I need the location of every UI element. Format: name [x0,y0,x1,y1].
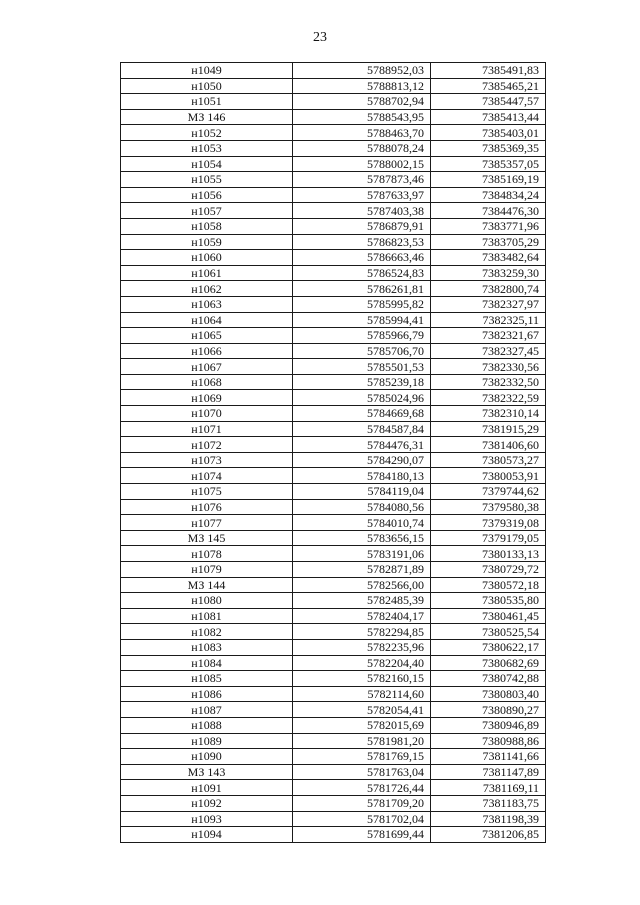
point-id-cell: н1051 [121,94,293,110]
point-id-cell: МЗ 145 [121,530,293,546]
table-row [121,530,546,546]
x-coordinate-cell: 5786261,81 [293,281,431,297]
y-coordinate-cell: 7380535,80 [431,593,546,609]
x-coordinate-cell: 5781709,20 [293,795,431,811]
point-id-cell: н1060 [121,250,293,266]
point-id-cell: н1062 [121,281,293,297]
x-coordinate-cell: 5784119,04 [293,484,431,500]
table-row [121,187,546,203]
x-coordinate-cell: 5785995,82 [293,296,431,312]
point-id-cell: н1092 [121,795,293,811]
point-id-cell: н1066 [121,343,293,359]
table-row [121,717,546,733]
table-row [121,63,546,79]
x-coordinate-cell: 5785501,53 [293,359,431,375]
y-coordinate-cell: 7381169,11 [431,780,546,796]
point-id-cell: н1090 [121,749,293,765]
table-row [121,702,546,718]
point-id-cell: н1080 [121,593,293,609]
x-coordinate-cell: 5788463,70 [293,125,431,141]
x-coordinate-cell: 5788002,15 [293,156,431,172]
table-row [121,624,546,640]
table-row [121,562,546,578]
point-id-cell: н1072 [121,437,293,453]
y-coordinate-cell: 7385413,44 [431,109,546,125]
y-coordinate-cell: 7385403,01 [431,125,546,141]
y-coordinate-cell: 7380133,13 [431,546,546,562]
point-id-cell: н1058 [121,218,293,234]
point-id-cell: н1063 [121,296,293,312]
x-coordinate-cell: 5782114,60 [293,686,431,702]
point-id-cell: н1070 [121,406,293,422]
x-coordinate-cell: 5786663,46 [293,250,431,266]
point-id-cell: н1054 [121,156,293,172]
table-row [121,593,546,609]
table-row [121,764,546,780]
point-id-cell: н1087 [121,702,293,718]
y-coordinate-cell: 7380729,72 [431,562,546,578]
table-row [121,78,546,94]
table-row [121,499,546,515]
x-coordinate-cell: 5782566,00 [293,577,431,593]
page-number: 23 [313,30,327,45]
table-row [121,109,546,125]
table-row [121,780,546,796]
table-row [121,265,546,281]
point-id-cell: н1078 [121,546,293,562]
point-id-cell: н1077 [121,515,293,531]
y-coordinate-cell: 7380946,89 [431,717,546,733]
y-coordinate-cell: 7380803,40 [431,686,546,702]
x-coordinate-cell: 5781726,44 [293,780,431,796]
table-row [121,281,546,297]
table-row [121,795,546,811]
point-id-cell: н1074 [121,468,293,484]
y-coordinate-cell: 7381147,89 [431,764,546,780]
y-coordinate-cell: 7382800,74 [431,281,546,297]
x-coordinate-cell: 5785994,41 [293,312,431,328]
table-row [121,390,546,406]
y-coordinate-cell: 7380682,69 [431,655,546,671]
x-coordinate-cell: 5782204,40 [293,655,431,671]
table-row [121,250,546,266]
y-coordinate-cell: 7381183,75 [431,795,546,811]
table-row [121,811,546,827]
table-row [121,421,546,437]
point-id-cell: н1064 [121,312,293,328]
y-coordinate-cell: 7382330,56 [431,359,546,375]
y-coordinate-cell: 7379179,05 [431,530,546,546]
point-id-cell: н1088 [121,717,293,733]
y-coordinate-cell: 7383771,96 [431,218,546,234]
table-row [121,671,546,687]
table-row [121,406,546,422]
y-coordinate-cell: 7382321,67 [431,328,546,344]
x-coordinate-cell: 5781981,20 [293,733,431,749]
x-coordinate-cell: 5788952,03 [293,63,431,79]
x-coordinate-cell: 5788078,24 [293,140,431,156]
point-id-cell: н1049 [121,63,293,79]
x-coordinate-cell: 5785966,79 [293,328,431,344]
x-coordinate-cell: 5785024,96 [293,390,431,406]
y-coordinate-cell: 7380573,27 [431,452,546,468]
y-coordinate-cell: 7380622,17 [431,639,546,655]
y-coordinate-cell: 7385369,35 [431,140,546,156]
y-coordinate-cell: 7380525,54 [431,624,546,640]
x-coordinate-cell: 5781702,04 [293,811,431,827]
table-row [121,452,546,468]
point-id-cell: МЗ 144 [121,577,293,593]
table-row [121,328,546,344]
x-coordinate-cell: 5784080,56 [293,499,431,515]
table-row [121,437,546,453]
point-id-cell: н1094 [121,827,293,843]
y-coordinate-cell: 7385491,83 [431,63,546,79]
point-id-cell: н1075 [121,484,293,500]
point-id-cell: н1085 [121,671,293,687]
x-coordinate-cell: 5787633,97 [293,187,431,203]
point-id-cell: н1081 [121,608,293,624]
point-id-cell: н1083 [121,639,293,655]
table-row [121,515,546,531]
table-row [121,686,546,702]
y-coordinate-cell: 7380572,18 [431,577,546,593]
y-coordinate-cell: 7380461,45 [431,608,546,624]
coordinates-table [120,62,546,843]
x-coordinate-cell: 5782235,96 [293,639,431,655]
table-row [121,94,546,110]
x-coordinate-cell: 5787403,38 [293,203,431,219]
x-coordinate-cell: 5782160,15 [293,671,431,687]
x-coordinate-cell: 5784476,31 [293,437,431,453]
point-id-cell: н1086 [121,686,293,702]
y-coordinate-cell: 7384834,24 [431,187,546,203]
point-id-cell: н1061 [121,265,293,281]
table-row [121,156,546,172]
table-row [121,827,546,843]
point-id-cell: н1050 [121,78,293,94]
x-coordinate-cell: 5786823,53 [293,234,431,250]
point-id-cell: н1079 [121,562,293,578]
table-row [121,218,546,234]
y-coordinate-cell: 7384476,30 [431,203,546,219]
x-coordinate-cell: 5783191,06 [293,546,431,562]
y-coordinate-cell: 7381198,39 [431,811,546,827]
point-id-cell: н1071 [121,421,293,437]
x-coordinate-cell: 5788813,12 [293,78,431,94]
point-id-cell: н1093 [121,811,293,827]
x-coordinate-cell: 5786879,91 [293,218,431,234]
table-row [121,733,546,749]
point-id-cell: н1091 [121,780,293,796]
y-coordinate-cell: 7383482,64 [431,250,546,266]
y-coordinate-cell: 7381406,60 [431,437,546,453]
x-coordinate-cell: 5788543,95 [293,109,431,125]
x-coordinate-cell: 5784180,13 [293,468,431,484]
point-id-cell: н1089 [121,733,293,749]
point-id-cell: н1065 [121,328,293,344]
y-coordinate-cell: 7382327,45 [431,343,546,359]
y-coordinate-cell: 7385465,21 [431,78,546,94]
point-id-cell: н1055 [121,172,293,188]
y-coordinate-cell: 7385357,05 [431,156,546,172]
table-row [121,140,546,156]
table-row [121,749,546,765]
y-coordinate-cell: 7382322,59 [431,390,546,406]
x-coordinate-cell: 5784010,74 [293,515,431,531]
x-coordinate-cell: 5785239,18 [293,374,431,390]
x-coordinate-cell: 5782015,69 [293,717,431,733]
table-row [121,546,546,562]
y-coordinate-cell: 7382310,14 [431,406,546,422]
table-row [121,374,546,390]
table-row [121,203,546,219]
table-row [121,468,546,484]
point-id-cell: н1068 [121,374,293,390]
point-id-cell: МЗ 143 [121,764,293,780]
x-coordinate-cell: 5783656,15 [293,530,431,546]
y-coordinate-cell: 7383705,29 [431,234,546,250]
x-coordinate-cell: 5784669,68 [293,406,431,422]
y-coordinate-cell: 7381206,85 [431,827,546,843]
y-coordinate-cell: 7383259,30 [431,265,546,281]
point-id-cell: н1059 [121,234,293,250]
table-row [121,359,546,375]
point-id-cell: н1082 [121,624,293,640]
table-row [121,655,546,671]
point-id-cell: н1073 [121,452,293,468]
y-coordinate-cell: 7385169,19 [431,172,546,188]
x-coordinate-cell: 5784290,07 [293,452,431,468]
x-coordinate-cell: 5782294,85 [293,624,431,640]
x-coordinate-cell: 5781769,15 [293,749,431,765]
x-coordinate-cell: 5781763,04 [293,764,431,780]
y-coordinate-cell: 7379580,38 [431,499,546,515]
point-id-cell: н1053 [121,140,293,156]
coordinates-table-body [121,63,546,843]
y-coordinate-cell: 7385447,57 [431,94,546,110]
y-coordinate-cell: 7381141,66 [431,749,546,765]
point-id-cell: н1069 [121,390,293,406]
y-coordinate-cell: 7379744,62 [431,484,546,500]
y-coordinate-cell: 7380988,86 [431,733,546,749]
y-coordinate-cell: 7382332,50 [431,374,546,390]
table-row [121,343,546,359]
point-id-cell: н1076 [121,499,293,515]
table-row [121,234,546,250]
table-row [121,172,546,188]
x-coordinate-cell: 5782871,89 [293,562,431,578]
x-coordinate-cell: 5782404,17 [293,608,431,624]
y-coordinate-cell: 7380053,91 [431,468,546,484]
x-coordinate-cell: 5782485,39 [293,593,431,609]
x-coordinate-cell: 5781699,44 [293,827,431,843]
point-id-cell: н1084 [121,655,293,671]
point-id-cell: н1052 [121,125,293,141]
x-coordinate-cell: 5786524,83 [293,265,431,281]
x-coordinate-cell: 5782054,41 [293,702,431,718]
y-coordinate-cell: 7380890,27 [431,702,546,718]
table-row [121,608,546,624]
table-row [121,484,546,500]
x-coordinate-cell: 5785706,70 [293,343,431,359]
x-coordinate-cell: 5788702,94 [293,94,431,110]
table-row [121,125,546,141]
point-id-cell: н1067 [121,359,293,375]
y-coordinate-cell: 7379319,08 [431,515,546,531]
point-id-cell: МЗ 146 [121,109,293,125]
y-coordinate-cell: 7382327,97 [431,296,546,312]
table-row [121,577,546,593]
y-coordinate-cell: 7382325,11 [431,312,546,328]
y-coordinate-cell: 7381915,29 [431,421,546,437]
table-row [121,312,546,328]
table-row [121,296,546,312]
x-coordinate-cell: 5787873,46 [293,172,431,188]
point-id-cell: н1056 [121,187,293,203]
x-coordinate-cell: 5784587,84 [293,421,431,437]
table-row [121,639,546,655]
y-coordinate-cell: 7380742,88 [431,671,546,687]
point-id-cell: н1057 [121,203,293,219]
